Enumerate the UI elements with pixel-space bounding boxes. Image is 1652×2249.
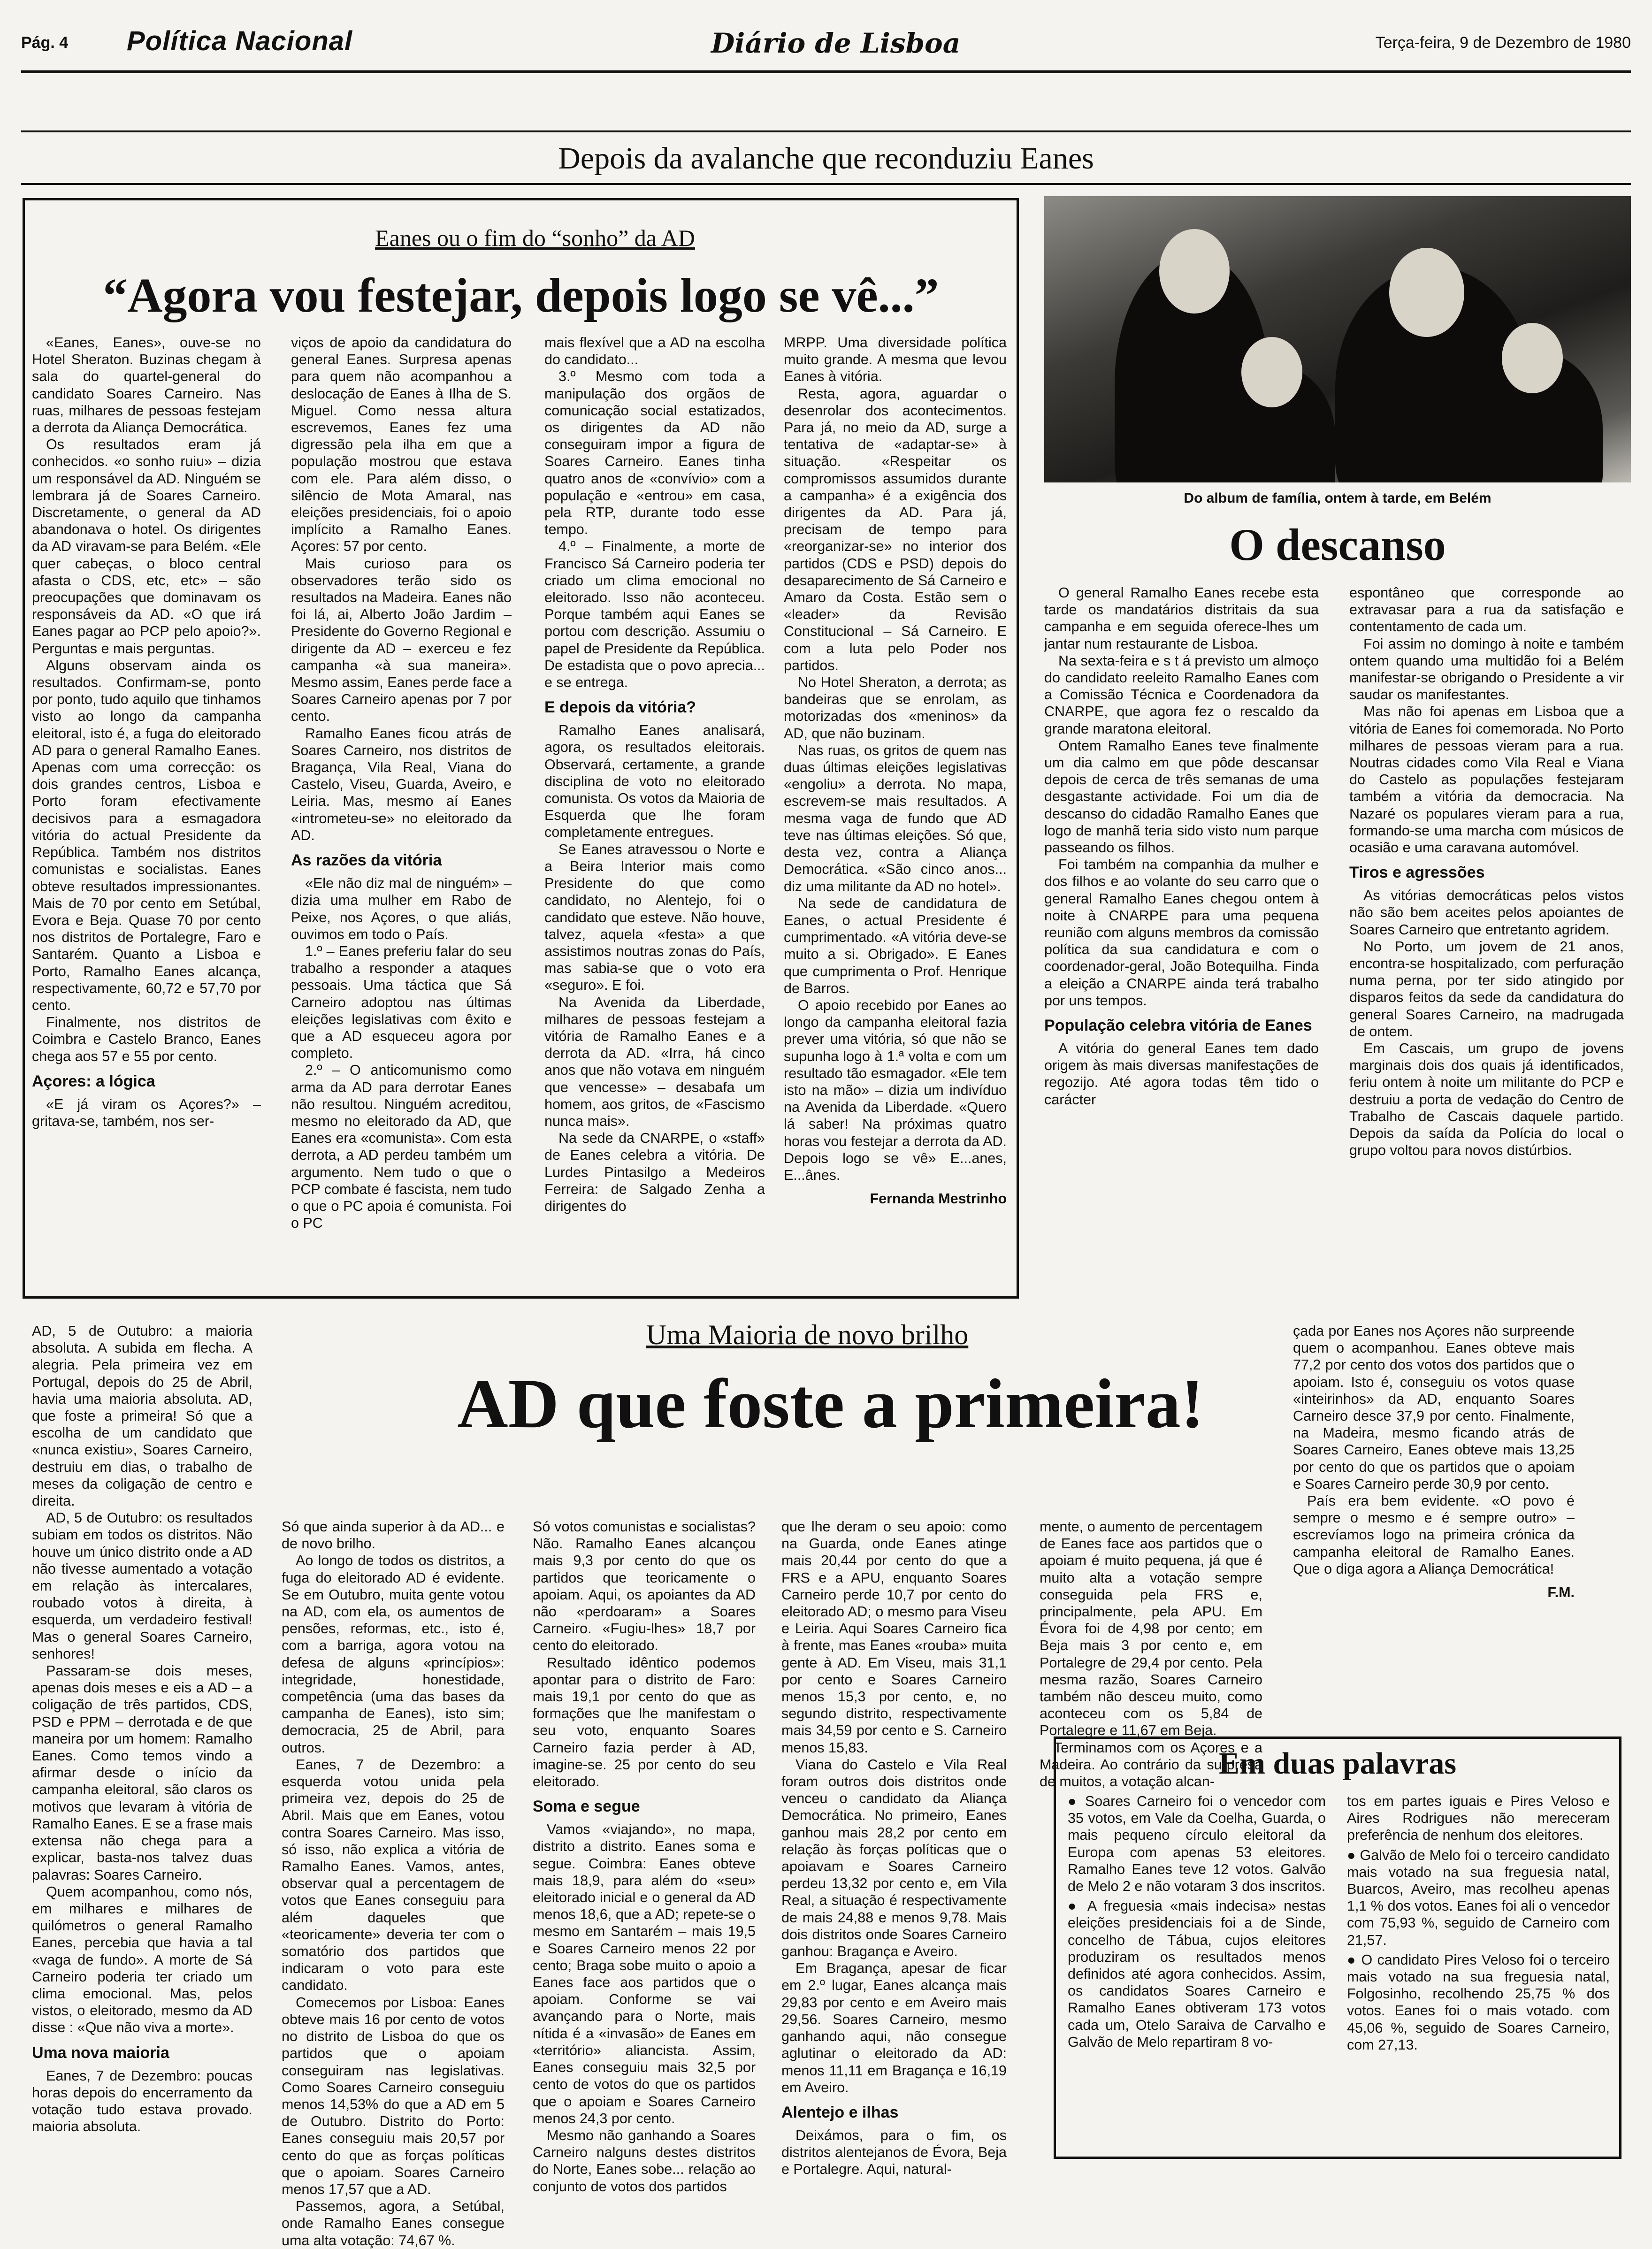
paragraph: Na sexta-feira e s t á previsto um almoço do candidato reeleito Ramalho Eanes com a Comissão Técnica e Coordenadora da CNARPE, que agora fez o rescaldo da grande maratona eleitoral.	[1044, 652, 1319, 737]
paragraph: No Porto, um jovem de 21 anos, encontra-se hospitalizado, com perfuração numa perna, por ter sido atingido por disparos feitos da sede da candidatura do general Soares Carneiro, na madrugada de ontem.	[1349, 938, 1624, 1040]
family-photo	[1044, 196, 1631, 482]
story1-column-3	[544, 334, 765, 1215]
paragraph: mais flexível que a AD na escolha do candidato...	[544, 335, 765, 368]
paragraph: viços de apoio da candidatura do general Eanes. Surpresa apenas para quem não acompanhou a deslocação de Eanes à Ilha de S. Miguel. Como nessa altura escrevemos, Eanes fez uma digressão pela ilha em que a população mostrou que estava com ele. Para além disso, o silêncio de Mota Amaral, nas eleições presidenciais, foi o apoio implícito a Ramalho Eanes. Açores: 57 por cento.	[291, 335, 512, 555]
paragraph: Ramalho Eanes ficou atrás de Soares Carneiro, nos distritos de Bragança, Vila Real, Viana do Castelo, Viseu, Guarda, Aveiro, e Leiria. Mas, mesmo aí Eanes «intrometeu-se» no eleitorado da AD.	[291, 725, 512, 843]
story3-column-4	[781, 1518, 1007, 2178]
paragraph: «Eanes, Eanes», ouve-se no Hotel Sheraton. Buzinas chegam à sala do quartel-general do candidato Soares Carneiro. Nas ruas, milhares de pessoas festejam a derrota da Aliança Democrática.	[32, 335, 261, 436]
paragraph: Foi assim no domingo à noite e também ontem quando uma multidão foi a Belém manifestar-se obrigando o Presidente a vir saudar os manifestantes.	[1349, 635, 1624, 703]
paragraph: AD, 5 de Outubro: os resultados subiam em todos os distritos. Não houve um único distrito onde a AD não tivesse aumentado a votação em relação às intercalares, roubado votos à direita, à esquerda, um verdadeiro festival! Mas o general Soares Carneiro, senhores!	[32, 1510, 252, 1662]
paragraph: Na Avenida da Liberdade, milhares de pessoas festejam a vitória de Ramalho Eanes e a derrota da AD. «Irra, há cinco anos que não votava em ninguém que vencesse» – desabafa um homem, aos gritos, de «Fascismo nunca mais».	[544, 994, 765, 1129]
section-title: Política Nacional	[127, 26, 353, 56]
paragraph: Alguns observam ainda os resultados. Confirmam-se, ponto por ponto, tudo aquilo que tinhamos visto ao longo da campanha eleitoral, isto é, a fuga do eleitorado AD para o general Ramalho Eanes. Apenas com uma correcção: os dois grandes centros, Lisboa e Porto foram efectivamente decisivos para a esmagadora vitória do actual Presidente da República. Também nos distritos comunistas e socialistas. Eanes obteve resultados impressionantes. Mais de 70 por cento em Setúbal, Evora e Beja. Quase 70 por cento nos distritos de Portalegre, Faro e Santarém. Quanto a Lisboa e Porto, Ramalho Eanes alcança, respectivamente, 60,72 e 57,70 por cento.	[32, 657, 261, 1013]
paragraph: 2.º – O anticomunismo como arma da AD para derrotar Eanes não resultou. Ninguém acreditou, mesmo no eleitorado da AD, que Eanes era «comunista». Com esta derrota, a AD perdeu também um argumento. Nem tudo o que o PCP combate é fascista, nem tudo o que o PC apoia é comunista. Foi o PC	[291, 1062, 512, 1232]
paragraph: espontâneo que corresponde ao extravasar para a rua da satisfação e contentamento de cada um.	[1349, 585, 1624, 635]
paragraph: Passaram-se dois meses, apenas dois meses e eis a AD – a coligação de três partidos, CDS, PSD e PPM – derrotada e de que maneira por um homem: Ramalho Eanes. Como temos vindo a afirmar desde o início da campanha eleitoral, são claros os motivos que levaram à vitória de Ramalho Eanes. E se a frase mais extensa não chega para a explicar, basta-nos talvez duas palavras: Soares Carneiro.	[32, 1663, 252, 1883]
byline: Fernanda Mestrinho	[870, 1191, 1007, 1207]
story1-column-1	[32, 334, 261, 1130]
paragraph: Os resultados eram já conhecidos. «o sonho ruiu» – dizia um responsável da AD. Ninguém se lembrara já de Soares Carneiro. Discretamente, o general da AD abandonava o hotel. Os dirigentes da AD viravam-se para Belém. «Ele quer cabeças, o bloco central afasta o CDS, etc, etc» – são preocupações que dominavam os responsáveis da AD. «O que irá Eanes pagar ao PCP pelo apoio?». Perguntas e mais perguntas.	[32, 436, 261, 657]
paragraph: Eanes, 7 de Dezembro: poucas horas depois do encerramento da votação tudo estava provado. maioria absoluta.	[32, 2067, 252, 2135]
paragraph: Deixámos, para o fim, os distritos alentejanos de Évora, Beja e Portalegre. Aqui, natural-	[781, 2127, 1007, 2178]
paragraph: Finalmente, nos distritos de Coimbra e Castelo Branco, Eanes chega aos 57 e 55 por cento.	[32, 1014, 261, 1064]
subheading: As razões da vitória	[291, 851, 442, 870]
header-rule	[21, 70, 1631, 73]
brief-item: ● Soares Carneiro foi o vencedor com 35 votos, em Vale da Coelha, Guarda, o mais pequeno círculo eleitoral da Europa com apenas 53 eleitores. Ramalho Eanes teve 12 votos. Galvão de Melo 2 e não votaram 3 dos inscritos.	[1068, 1793, 1326, 1895]
paragraph: 4.º – Finalmente, a morte de Francisco Sá Carneiro poderia ter criado um clima emocional no eleitorado. Isso não aconteceu. Porque também aqui Eanes se portou com descrição. Assumiu o papel de Presidente da República. De estadista que o povo aprecia... e se entrega.	[544, 538, 765, 691]
subheading: Tiros e agressões	[1349, 864, 1485, 882]
paragraph: Ontem Ramalho Eanes teve finalmente um dia calmo em que pôde descansar depois de cerca de três semanas de uma desgastante actividade. Foi um dia de descanso do cidadão Ramalho Eanes que logo de manhã teria sido visto num parque passeando os filhos.	[1044, 737, 1319, 856]
page-header	[21, 23, 1631, 65]
paragraph: Eanes, 7 de Dezembro: a esquerda votou unida pela primeira vez, depois do 25 de Abril. Mais que em Eanes, votou contra Soares Carneiro. Mas isso, só isso, não explica a vitória de Ramalho Eanes. Vamos, antes, observar qual a percentagem de votos que Eanes conseguiu para além daqueles que «teoricamente» deveria ter com o somatório dos partidos que indicaram o voto para este candidato.	[282, 1756, 505, 1994]
paragraph: As vitórias democráticas pelos vistos não são bem aceites pelos apoiantes de Soares Carneiro que entretanto agridem.	[1349, 887, 1624, 938]
paragraph: Foi também na companhia da mulher e dos filhos e ao volante do seu carro que o general Ramalho Eanes chegou ontem à noite à CNARPE para uma pequena reunião com alguns membros da comissão política da sua candidatura e com o coordenador-geral, João Botequilha. Finda a eleição a CNARPE ainda terá trabalho por uns tempos.	[1044, 857, 1319, 1009]
brief-item: ● A freguesia «mais indecisa» nestas eleições presidenciais foi a de Sinde, concelho de Tábua, cujos eleitores produziram os resultados menos definidos até agora conhecidos. Assim, os candidatos Soares Carneiro e Ramalho Eanes obtiveram 173 votos cada um, Otelo Saraiva de Carvalho e Galvão de Melo repartiram 8 vo-	[1068, 1897, 1326, 2050]
paragraph: No Hotel Sheraton, a derrota; as bandeiras que se enrolam, as motorizadas dos «meninos» da AD, que não buzinam.	[784, 674, 1007, 742]
brief-item: ● O candidato Pires Veloso foi o terceiro mais votado na sua freguesia natal, Folgosinho, recolhendo 25,75 % dos votos. Eanes foi o mais votado. com 45,06 %, seguido de Soares Carneiro, com 27,13.	[1347, 1951, 1610, 2053]
kicker-rule	[21, 183, 1631, 185]
byline: F.M.	[1547, 1584, 1575, 1601]
subheading: Soma e segue	[533, 1798, 640, 1816]
story3-column-2	[282, 1518, 505, 2249]
photo-caption: Do album de família, ontem à tarde, em Belém	[1184, 490, 1491, 506]
masthead: Diário de Lisboa	[711, 27, 961, 59]
paragraph: A vitória do general Eanes tem dado origem às mais diversas manifestações de regozijo. Até agora todas têm tido o carácter	[1044, 1040, 1319, 1108]
paragraph: que lhe deram o seu apoio: como na Guarda, onde Eanes atinge mais 20,44 por cento do que a FRS e a APU, enquanto Soares Carneiro perde 10,7 por cento do eleitorado AD; o mesmo para Viseu e Leiria. Aqui Soares Carneiro fica à frente, mas Eanes «rouba» muita gente à AD. Em Viseu, mais 31,1 por cento e Soares Carneiro menos 15,3 por cento, e, no segundo distrito, respectivamente mais 34,59 por cento e S. Carneiro menos 15,83.	[781, 1519, 1007, 1756]
paragraph: MRPP. Uma diversidade política muito grande. A mesma que levou Eanes à vitória.	[784, 335, 1007, 385]
story3-column-6	[1293, 1323, 1575, 1601]
story2-column-1	[1044, 584, 1319, 1108]
paragraph: Mais curioso para os observadores terão sido os resultados na Madeira. Eanes não foi lá, ai, Alberto João Jardim – Presidente do Governo Regional e dirigente da AD – exerceu e fez campanha «à sua maneira». Mesmo assim, Eanes perde face a Soares Carneiro apenas por 7 por cento.	[291, 555, 512, 725]
paragraph: Comecemos por Lisboa: Eanes obteve mais 16 por cento de votos no distrito de Lisboa do que os partidos que o apoiam conseguiram nas legislativas. Como Soares Carneiro conseguiu menos 14,53% do que a AD em 5 de Outubro. Distrito do Porto: Eanes conseguiu mais 20,57 por cento do que as forças políticas que o apoiam. Soares Carneiro menos 17,57 que a AD.	[282, 1994, 505, 2197]
issue-date: Terça-feira, 9 de Dezembro de 1980	[1375, 34, 1631, 52]
paragraph: Resultado idêntico podemos apontar para o distrito de Faro: mais 19,1 por cento do que as formações que lhe manifestam o seu voto, enquanto Soares Carneiro fazia perder à AD, imagine-se. 25 por cento do seu eleitorado.	[533, 1654, 756, 1790]
story1-column-4	[784, 334, 1007, 1207]
story1-column-2	[291, 334, 512, 1232]
story3-column-3	[533, 1518, 756, 2195]
paragraph: Na sede de candidatura de Eanes, o actual Presidente é cumprimentado. «A vitória deve-se muito a si. Obrigado». E Eanes que cumprimenta o Prof. Henrique de Barros.	[784, 895, 1007, 996]
paragraph: 3.º Mesmo com toda a manipulação dos orgãos de comunicação social estatizados, os dirigentes da AD não conseguiram impor a figura de Soares Carneiro. Eanes tinha quatro anos de «convívio» com a população e «entrou» em casa, pela RTP, durante todo esse tempo.	[544, 368, 765, 538]
paragraph: Em Cascais, um grupo de jovens marginais dois dos quais já identificados, feriu ontem à noite um militante do PCP e destruiu a porta de vedação do Centro de Trabalho de Cascais daquele partido. Depois da saída da Polícia do local o grupo voltou para novos distúrbios.	[1349, 1040, 1624, 1159]
paragraph: Se Eanes atravessou o Norte e a Beira Interior mais como Presidente do que como candidato, no Alentejo, foi o candidato que esteve. Não houve, talvez, aquela «festa» a que assistimos noutras zonas do País, mas sabia-se que o voto era «seguro». E foi.	[544, 841, 765, 994]
brief-item: ● Galvão de Melo foi o terceiro candidato mais votado na sua freguesia natal, Buarcos, Aveiro, mas recolheu apenas 1,1 % dos votos. Eanes foi ali o vencedor com 75,93 %, seguido de Carneiro com 21,57.	[1347, 1847, 1610, 1949]
paragraph: Viana do Castelo e Vila Real foram outros dois distritos onde venceu o candidato da Aliança Democrática. No primeiro, Eanes ganhou mais 28,2 por cento em relação às forças políticas que o apoiavam e Soares Carneiro perdeu 13,32 por cento e, em Vila Real, a situação é respectivamente de mais 24,88 e menos 9,78. Mais dois distritos onde Soares Carneiro ganhou: Bragança e Aveiro.	[781, 1756, 1007, 1960]
story4-headline: Em duas palavras	[1218, 1746, 1457, 1781]
paragraph: Em Bragança, apesar de ficar em 2.º lugar, Eanes alcança mais 29,83 por cento e em Aveiro mais 29,56. Soares Carneiro, mesmo ganhando aqui, não consegue aglutinar o eleitorado da AD: menos 11,11 em Bragança e 16,19 em Aveiro.	[781, 1960, 1007, 2096]
paragraph: Resta, agora, aguardar o desenrolar dos acontecimentos. Para já, no meio da AD, surge a tentativa de «adaptar-se» à situação. «Respeitar os compromissos assumidos durante a campanha» é a exigência dos dirigentes da AD. Para já, precisam de tempo para «reorganizar-se» no interior dos partidos (CDS e PSD) depois do desaparecimento de Sá Carneiro e Amaro da Costa. Estão sem o «leader» da Revisão Constitucional – Sá Carneiro. E com a luta pelo Poder nos partidos.	[784, 385, 1007, 673]
paragraph: Ramalho Eanes analisará, agora, os resultados eleitorais. Observará, certamente, a grande disciplina de voto no eleitorado comunista. Os votos da Maioria de Esquerda que lhe foram completamente entregues.	[544, 722, 765, 841]
paragraph: «E já viram os Açores?» – gritava-se, também, nos ser-	[32, 1096, 261, 1129]
paragraph: Só votos comunistas e socialistas? Não. Ramalho Eanes alcançou mais 9,3 por cento do que os partidos que teoricamente o apoiam. Aqui, os apoiantes da AD não «perdoaram» a Soares Carneiro. «Fugiu-lhes» 18,7 por cento do eleitorado.	[533, 1519, 756, 1654]
paragraph: Terminamos com os Açores e a Madeira. Ao contrário da surpresa de muitos, a votação alcan-	[1040, 1739, 1262, 1790]
brief-column-1	[1068, 1793, 1326, 2053]
paragraph: Quem acompanhou, como nós, em milhares e milhares de quilómetros o general Ramalho Eanes, percebia que havia a tal «vaga de fundo». A morte de Sá Carneiro poderia ter criado um clima emocional. Mas, pelos vistos, o eleitorado, mesmo da AD disse : «Que não viva a morte».	[32, 1883, 252, 2036]
page-number: Pág. 4	[21, 34, 69, 52]
paragraph: Só que ainda superior à da AD... e de novo brilho.	[282, 1519, 505, 1552]
paragraph: País era bem evidente. «O povo é sempre o mesmo e é sempre outro» – escrevíamos logo na primeira crónica da campanha eleitoral de Ramalho Eanes. Que o diga agora a Aliança Democrática!	[1293, 1493, 1575, 1577]
paragraph: AD, 5 de Outubro: a maioria absoluta. A subida em flecha. A alegria. Pela primeira vez em Portugal, depois do 25 de Abril, havia uma maioria absoluta. AD, que foste a primeira! Só que a escolha de um candidato que «nunca existiu», Soares Carneiro, destruiu em dias, o trabalho de meses da coligação de centro e direita.	[32, 1323, 252, 1509]
paragraph: Mas não foi apenas em Lisboa que a vitória de Eanes foi comemorada. No Porto milhares de pessoas vieram para a rua. Noutras cidades como Vila Real e Viana do Castelo as populações festejaram também a vitória da democracia. Na Nazaré os populares vieram para a rua, formando-se uma marcha com músicos de ocasião e uma caravana automóvel.	[1349, 704, 1624, 856]
paragraph: O general Ramalho Eanes recebe esta tarde os mandatários distritais da sua campanha e em seguida oferece-lhes um jantar num restaurante de Lisboa.	[1044, 585, 1319, 652]
paragraph: Mesmo não ganhando a Soares Carneiro nalguns destes distritos do Norte, Eanes sobe... relação ao conjunto de votos dos partidos	[533, 2127, 756, 2195]
story3-kicker: Uma Maioria de novo brilho	[646, 1319, 969, 1350]
paragraph: Vamos «viajando», no mapa, distrito a distrito. Eanes soma e segue. Coimbra: Eanes obteve mais 18,9, para além do «seu» eleitorado inicial e o general da AD menos 18,6, que a AD; repete-se o mesmo em Santarém – mais 19,5 e Soares Carneiro menos 22 por cento; Braga sobe muito o apoio a Eanes face aos partidos que o apoiam. Conforme se vai avançando para o Norte, mais nítida é a «invasão» de Eanes em «território» aliancista. Assim, Eanes conseguiu mais 32,5 por cento de votos do que os partidos que o apoiam e Soares Carneiro menos 24,3 por cento.	[533, 1821, 756, 2127]
subheading: Uma nova maioria	[32, 2043, 169, 2062]
subheading: Açores: a lógica	[32, 1072, 155, 1090]
paragraph: Ao longo de todos os distritos, a fuga do eleitorado AD é evidente. Se em Outubro, muita gente votou na AD, com ela, os aumentos de pensões, reformas, etc., isto é, com a barriga, agora votou na defesa de alguns «princípios»: integridade, honestidade, competência (uma das bases da campanha de Eanes), isto sim; democracia, 25 de Abril, para outros.	[282, 1553, 505, 1756]
top-kicker: Depois da avalanche que reconduziu Eanes	[558, 141, 1094, 176]
top-rule	[21, 130, 1631, 132]
paragraph: O apoio recebido por Eanes ao longo da campanha eleitoral fazia prever uma vitória, só que não se supunha logo à 1.ª volta e com um resultado tão esmagador. «Ele tem isto na mão» – dizia um indivíduo na Avenida da Liberdade. «Quero lá saber! Na próximas quatro horas vou festejar a derrota da AD. Depois logo se vê» E...anes, E...ânes.	[784, 997, 1007, 1183]
paragraph: «Ele não diz mal de ninguém» – dizia uma mulher em Rabo de Peixe, nos Açores, o que aliás, ouvimos em todo o País.	[291, 875, 512, 942]
subheading: E depois da vitória?	[544, 698, 696, 717]
brief-item: tos em partes iguais e Pires Veloso e Aires Rodrigues não mereceram preferência de nenhum dos eleitores.	[1347, 1793, 1610, 1844]
paragraph: mente, o aumento de percentagem de Eanes face aos partidos que o apoiam é muito pequena, já que é muito alta a votação sempre conseguida pela FRS e, principalmente, pela APU. Em Évora foi de 4,98 por cento; em Beja mais 3 por cento e, em Portalegre de 29,4 por cento. Pela mesma razão, Soares Carneiro também não desceu muito, como aconteceu com os 5,84 de Portalegre e 11,67 em Beja.	[1040, 1519, 1262, 1739]
paragraph: çada por Eanes nos Açores não surpreende quem o acompanhou. Eanes obteve mais 77,2 por cento dos votos dos partidos que o apoiam. Isto é, conseguiu os votos quase «inteirinhos» da AD, enquanto Soares Carneiro desce 37,9 por cento. Finalmente, na Madeira, mesmo ficando atrás de Soares Carneiro, Eanes obteve mais 13,25 por cento do que os partidos que o apoiam e Soares Carneiro perde 30,9 por cento.	[1293, 1323, 1575, 1492]
story1-kicker: Eanes ou o fim do “sonho” da AD	[375, 225, 695, 251]
story3-headline: AD que foste a primeira!	[457, 1365, 1204, 1443]
paragraph: 1.º – Eanes preferiu falar do seu trabalho a responder a ataques pessoais. Uma táctica que Sá Carneiro adoptou nas últimas eleições legislativas com êxito e que a AD esqueceu agora por completo.	[291, 943, 512, 1062]
subheading: População celebra vitória de Eanes	[1044, 1017, 1312, 1035]
paragraph: Passemos, agora, a Setúbal, onde Ramalho Eanes consegue uma alta votação: 74,67 %.	[282, 2198, 505, 2249]
story3-column-1	[32, 1323, 252, 2135]
story1-headline: “Agora vou festejar, depois logo se vê...”	[103, 268, 939, 322]
paragraph: Nas ruas, os gritos de quem nas duas últimas eleições legislativas «engoliu» a derrota. No mapa, escrevem-se mais resultados. A mesma vaga de fundo que AD teve nas últimas eleições. Só que, desta vez, contra a Aliança Democrática. «São cinco anos... diz uma militante da AD no hotel».	[784, 742, 1007, 895]
brief-column-2	[1347, 1793, 1610, 2056]
story2-column-2	[1349, 584, 1624, 1159]
paragraph: Na sede da CNARPE, o «staff» de Eanes celebra a vitória. De Lurdes Pintasilgo a Medeiros Ferreira: de Salgado Zenha a dirigentes do	[544, 1130, 765, 1214]
subheading: Alentejo e ilhas	[781, 2103, 899, 2121]
story2-headline: O descanso	[1229, 520, 1446, 570]
